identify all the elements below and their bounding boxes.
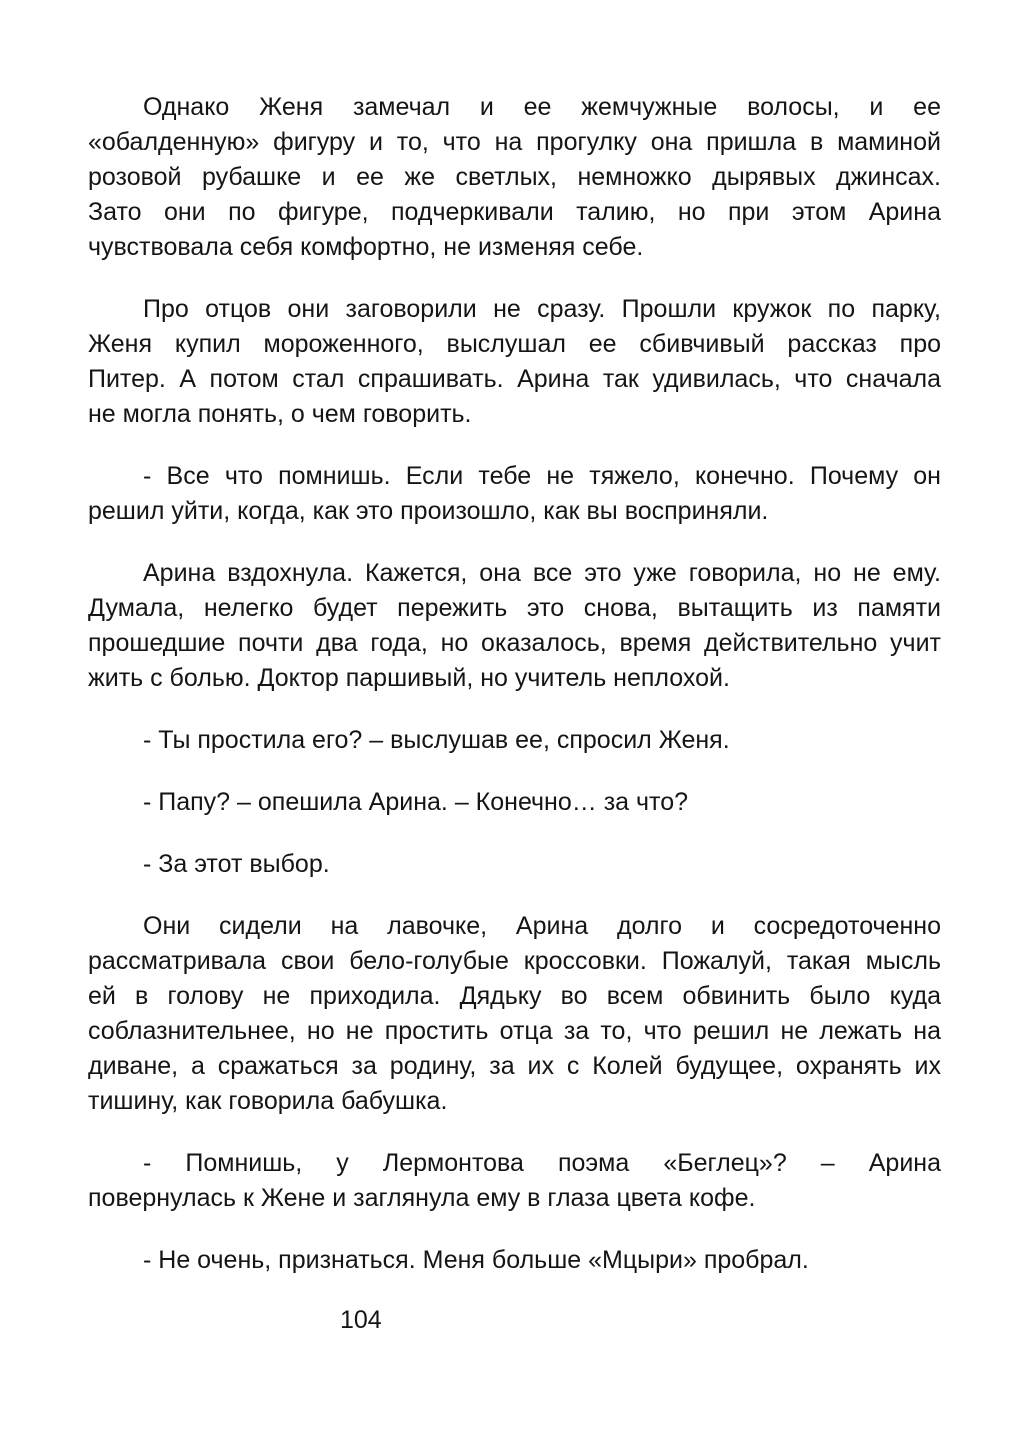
paragraph bbox=[88, 90, 941, 265]
text-line: Арина вздохнула. Кажется, она все это уже говорила, но не ему. bbox=[143, 559, 941, 587]
text-line: - Помнишь, у Лермонтова поэма «Беглец»? – Арина bbox=[143, 1149, 941, 1177]
text-line: не могла понять, о чем говорить. bbox=[88, 400, 472, 428]
paragraph bbox=[88, 1146, 941, 1216]
text-line: прошедшие почти два года, но оказалось, время действительно учит bbox=[88, 629, 941, 657]
paragraph bbox=[88, 556, 941, 696]
paragraph bbox=[88, 785, 941, 820]
paragraph bbox=[88, 1243, 941, 1278]
text-line: Про отцов они заговорили не сразу. Прошли кружок по парку, bbox=[143, 295, 941, 323]
text-line: Зато они по фигуре, подчеркивали талию, но при этом Арина bbox=[88, 198, 941, 226]
paragraph bbox=[88, 723, 941, 758]
paragraph bbox=[88, 459, 941, 529]
text-line: Думала, нелегко будет пережить это снова, вытащить из памяти bbox=[88, 594, 941, 622]
text-line: «обалденную» фигуру и то, что на прогулку она пришла в маминой bbox=[88, 128, 941, 156]
text-line: - Не очень, признаться. Меня больше «Мцыри» пробрал. bbox=[143, 1246, 809, 1274]
text-line: - Все что помнишь. Если тебе не тяжело, конечно. Почему он bbox=[143, 462, 941, 490]
paragraph bbox=[88, 909, 941, 1119]
text-line: чувствовала себя комфортно, не изменяя себе. bbox=[88, 233, 644, 261]
text-line: - Ты простила его? – выслушав ее, спросил Женя. bbox=[143, 726, 730, 754]
text-line: ей в голову не приходила. Дядьку во всем обвинить было куда bbox=[88, 982, 941, 1010]
text-line: рассматривала свои бело-голубые кроссовки. Пожалуй, такая мысль bbox=[88, 947, 941, 975]
text-line: - Папу? – опешила Арина. – Конечно… за что? bbox=[143, 788, 689, 816]
text-line: розовой рубашке и ее же светлых, немножко дырявых джинсах. bbox=[88, 163, 941, 191]
text-line: повернулась к Жене и заглянула ему в глаза цвета кофе. bbox=[88, 1184, 756, 1212]
paragraph bbox=[88, 847, 941, 882]
page-number: 104 bbox=[340, 1306, 382, 1334]
text-line: Они сидели на лавочке, Арина долго и сосредоточенно bbox=[143, 912, 941, 940]
text-line: Однако Женя замечал и ее жемчужные волосы, и ее bbox=[143, 93, 941, 121]
text-line: жить с болью. Доктор паршивый, но учитель неплохой. bbox=[88, 664, 730, 692]
text-line: - За этот выбор. bbox=[143, 850, 330, 878]
text-line: тишину, как говорила бабушка. bbox=[88, 1087, 448, 1115]
text-line: решил уйти, когда, как это произошло, как вы восприняли. bbox=[88, 497, 769, 525]
text-line: Питер. А потом стал спрашивать. Арина так удивилась, что сначала bbox=[88, 365, 941, 393]
text-line: диване, а сражаться за родину, за их с Колей будущее, охранять их bbox=[88, 1052, 941, 1080]
text-line: Женя купил мороженного, выслушал ее сбивчивый рассказ про bbox=[88, 330, 941, 358]
text-line: соблазнительнее, но не простить отца за то, что решил не лежать на bbox=[88, 1017, 941, 1045]
paragraph bbox=[88, 292, 941, 432]
page-text bbox=[88, 90, 941, 1305]
